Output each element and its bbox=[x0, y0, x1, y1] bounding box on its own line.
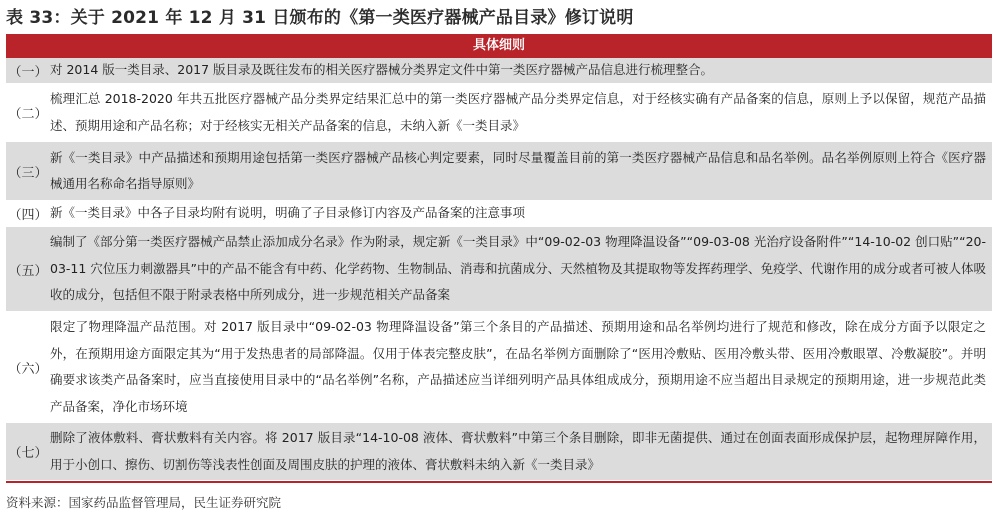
table-row-3 bbox=[6, 142, 992, 201]
table-row-5 bbox=[6, 227, 992, 312]
table-row-7 bbox=[6, 423, 992, 481]
row-number: （七） bbox=[8, 446, 48, 461]
row-number: （二） bbox=[8, 107, 48, 122]
table-bottom-rule bbox=[6, 481, 992, 483]
row-number: （一） bbox=[8, 65, 48, 80]
table-header: 具体细则 bbox=[6, 34, 992, 58]
row-text: 限定了物理降温产品范围。对 2017 版目录中“09-02-03 物理降温设备”第三个条目的产品描述、预期用途和品名举例均进行了规范和修改，除在成分方面予以限定之外，在预期用途方面限定其为“用于发热患者的局部降温。仅用于体表完整皮肤”，在品名举例方面删除了“医用冷敷贴、医用冷敷头带、医用冷敷眼罩、冷敷凝胶”。并明确要求该类产品备案时，应当直接使用目录中的“品名举例”名称，产品描述应当详细列明产品具体组成成分，预期用途不应当超出目录规定的预期用途，进一步规范此类产品备案，净化市场环境 bbox=[50, 319, 986, 414]
row-text: 编制了《部分第一类医疗器械产品禁止添加成分名录》作为附录，规定新《一类目录》中“09-02-03 物理降温设备”“09-03-08 光治疗设备附件”“14-10-02 创口贴”“20-03-11 穴位压力刺激器具”中的产品不能含有中药、化学药物、生物制品、消毒和抗菌成分、天然植物及其提取物等发挥药理学、免疫学、代谢作用的成分或者可被人体吸收的成分，包括但不限于附录表格中所列成分，进一步规范相关产品备案 bbox=[50, 234, 986, 303]
table-title: 表 33：关于 2021 年 12 月 31 日颁布的《第一类医疗器械产品目录》修订说明 bbox=[6, 8, 634, 28]
row-text: 新《一类目录》中各子目录均附有说明，明确了子目录修订内容及产品备案的注意事项 bbox=[50, 205, 526, 221]
row-text: 对 2014 版一类目录、2017 版目录及既往发布的相关医疗器械分类界定文件中第一类医疗器械产品信息进行梳理整合。 bbox=[50, 62, 714, 78]
row-text: 新《一类目录》中产品描述和预期用途包括第一类医疗器械产品核心判定要素，同时尽量覆盖目前的第一类医疗器械产品信息和品名举例。品名举例原则上符合《医疗器械通用名称命名指导原则》 bbox=[50, 149, 986, 191]
row-text: 删除了液体敷料、膏状敷料有关内容。将 2017 版目录“14-10-08 液体、膏状敷料”中第三个条目删除，即非无菌提供、通过在创面表面形成保护层，起物理屏障作用，用于小创口、擦伤、切割伤等浅表性创面及周围皮肤的护理的液体、膏状敷料未纳入新《一类目录》 bbox=[50, 430, 986, 472]
table-row-4 bbox=[6, 201, 992, 227]
row-number: （五） bbox=[8, 263, 48, 279]
table-row-6 bbox=[6, 312, 992, 423]
row-text: 梳理汇总 2018-2020 年共五批医疗器械产品分类界定结果汇总中的第一类医疗器械产品分类界定信息，对于经核实确有产品备案的信息，原则上予以保留，规范产品描述、预期用途和产品名称；对于经核实无相关产品备案的信息，未纳入新《一类目录》 bbox=[50, 91, 986, 133]
row-number: （四） bbox=[8, 208, 48, 223]
source-note: 资料来源：国家药品监督管理局，民生证券研究院 bbox=[6, 495, 282, 510]
row-number: （六） bbox=[8, 361, 48, 377]
rules-table bbox=[6, 34, 992, 483]
table-row-1 bbox=[6, 58, 992, 84]
row-number: （三） bbox=[8, 165, 48, 181]
table-row-2 bbox=[6, 84, 992, 142]
